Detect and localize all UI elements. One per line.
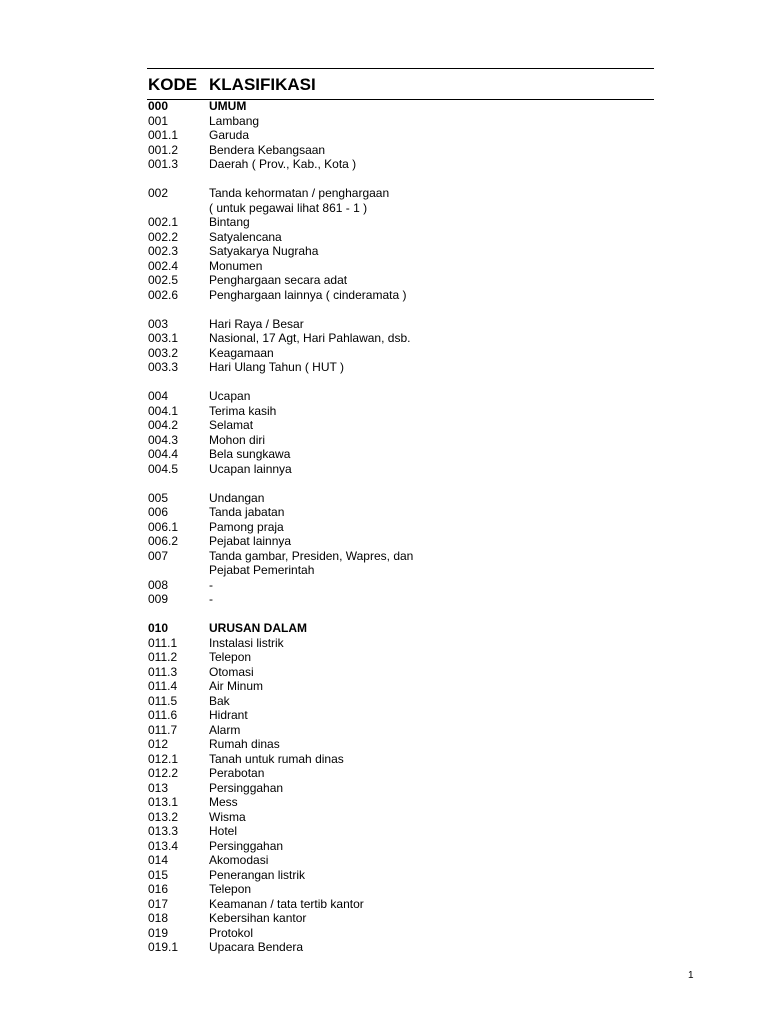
classification-row: [148, 128, 648, 143]
row-label: Persinggahan: [209, 838, 284, 853]
row-label: Mohon diri: [209, 432, 266, 447]
classification-row: [148, 636, 648, 651]
row-code: 003.3: [148, 360, 179, 374]
row-code: 002.5: [148, 273, 179, 287]
classification-row: [148, 549, 648, 564]
classification-row: [148, 737, 648, 752]
classification-table: [148, 99, 648, 955]
classification-row: [148, 244, 648, 259]
row-code: 002.2: [148, 229, 179, 244]
header-kode: KODE: [148, 75, 198, 94]
page-number: 1: [688, 970, 694, 981]
row-code: 018: [148, 911, 169, 925]
row-label: Rumah dinas: [209, 737, 280, 751]
row-label: UMUM: [209, 99, 247, 113]
classification-row: [148, 563, 648, 578]
row-label: Bela sungkawa: [209, 447, 291, 461]
row-code: 006.2: [148, 534, 179, 548]
classification-row: [148, 795, 648, 810]
row-code: 011.6: [148, 708, 178, 722]
row-label: Hari Ulang Tahun ( HUT ): [209, 360, 344, 374]
row-code: 016: [148, 882, 169, 896]
row-label: Otomasi: [209, 664, 254, 679]
row-code: 001: [148, 113, 169, 128]
classification-row: [148, 868, 648, 883]
row-spacer: [148, 476, 648, 491]
classification-row: [148, 578, 648, 593]
row-label: Penghargaan secara adat: [209, 273, 348, 287]
row-label: Selamat: [209, 418, 254, 432]
row-label: Hari Raya / Besar: [209, 316, 304, 331]
row-label: Keagamaan: [209, 345, 274, 360]
classification-row: [148, 708, 648, 723]
row-label: Undangan: [209, 490, 265, 505]
classification-row: [148, 592, 648, 607]
row-label: Daerah ( Prov., Kab., Kota ): [209, 157, 357, 171]
classification-row: [148, 505, 648, 520]
row-label: Bintang: [209, 215, 250, 229]
row-label: Satyakarya Nugraha: [209, 244, 319, 258]
row-code: 004.1: [148, 403, 179, 418]
classification-row: [148, 650, 648, 665]
row-code: 019.1: [148, 940, 179, 954]
classification-row: [148, 940, 648, 955]
row-label: URUSAN DALAM: [209, 621, 307, 635]
row-label: Tanda jabatan: [209, 505, 285, 519]
classification-row: [148, 404, 648, 419]
row-code: 011.7: [148, 722, 178, 737]
row-code: 013.3: [148, 824, 179, 838]
row-label: Telepon: [209, 882, 252, 896]
classification-row: [148, 157, 648, 172]
row-code: 003.2: [148, 345, 179, 360]
row-label: Akomodasi: [209, 853, 269, 867]
row-label: -: [209, 577, 213, 592]
row-label: Telepon: [209, 650, 252, 664]
section-heading-row: [148, 621, 648, 636]
row-code: [148, 563, 209, 578]
row-label: Protokol: [209, 925, 254, 940]
classification-row: [148, 679, 648, 694]
classification-row: [148, 186, 648, 201]
row-code: 008: [148, 577, 169, 592]
classification-row: [148, 781, 648, 796]
row-label: -: [209, 592, 213, 606]
row-code: 010: [148, 621, 169, 635]
header-klasifikasi: KLASIFIKASI: [209, 75, 316, 94]
classification-row: [148, 215, 648, 230]
row-label: Persinggahan: [209, 780, 284, 795]
row-code: 011.1: [148, 635, 178, 650]
classification-row: [148, 317, 648, 332]
classification-row: [148, 346, 648, 361]
row-code: 002.4: [148, 258, 179, 273]
row-label: Keamanan / tata tertib kantor: [209, 896, 364, 911]
row-code: 004.3: [148, 432, 179, 447]
row-code: 002.3: [148, 244, 179, 258]
row-label: Nasional, 17 Agt, Hari Pahlawan, dsb.: [209, 331, 411, 345]
row-code: 001.2: [148, 142, 179, 157]
classification-row: [148, 665, 648, 680]
classification-row: [148, 853, 648, 868]
row-label: Penghargaan lainnya ( cinderamata ): [209, 287, 407, 302]
row-label: Hotel: [209, 824, 238, 838]
row-label: Tanah untuk rumah dinas: [209, 751, 344, 766]
classification-row: [148, 360, 648, 375]
classification-row: [148, 389, 648, 404]
row-spacer: [148, 375, 648, 390]
row-label: Ucapan lainnya: [209, 461, 292, 476]
row-code: 004.5: [148, 461, 179, 476]
row-label: Tanda gambar, Presiden, Wapres, dan: [209, 548, 414, 563]
classification-row: [148, 723, 648, 738]
row-label: Alarm: [209, 722, 241, 737]
row-code: 013.4: [148, 838, 179, 853]
row-label: Instalasi listrik: [209, 635, 284, 650]
classification-row: [148, 114, 648, 129]
section-heading-row: [148, 99, 648, 114]
classification-row: [148, 882, 648, 897]
row-label: Perabotan: [209, 766, 265, 780]
classification-row: [148, 447, 648, 462]
row-label: Monumen: [209, 258, 263, 273]
classification-row: [148, 288, 648, 303]
row-label: Lambang: [209, 113, 260, 128]
row-spacer: [148, 302, 648, 317]
row-code: 000: [148, 99, 169, 113]
row-label: Air Minum: [209, 679, 264, 693]
row-code: 004.2: [148, 418, 179, 432]
row-code: 012: [148, 737, 169, 751]
row-code: 014: [148, 853, 169, 867]
row-code: 001.3: [148, 157, 179, 171]
row-code: 013: [148, 780, 169, 795]
row-code: 011.5: [148, 693, 178, 708]
classification-row: [148, 201, 648, 216]
row-label: Bendera Kebangsaan: [209, 142, 326, 157]
row-label: ( untuk pegawai lihat 861 - 1 ): [209, 200, 368, 215]
classification-row: [148, 331, 648, 346]
row-code: 017: [148, 896, 169, 911]
row-code: 007: [148, 548, 169, 563]
row-code: 002: [148, 186, 169, 200]
row-code: 003.1: [148, 331, 179, 345]
row-code: 019: [148, 925, 169, 940]
row-code: 004.4: [148, 447, 179, 461]
classification-row: [148, 694, 648, 709]
classification-row: [148, 766, 648, 781]
classification-row: [148, 534, 648, 549]
classification-row: [148, 824, 648, 839]
classification-row: [148, 810, 648, 825]
row-label: Kebersihan kantor: [209, 911, 307, 925]
row-label: Bak: [209, 693, 230, 708]
row-code: 006: [148, 505, 169, 519]
row-code: 002.6: [148, 287, 179, 302]
row-label: Tanda kehormatan / penghargaan: [209, 186, 390, 200]
classification-row: [148, 520, 648, 535]
classification-row: [148, 462, 648, 477]
row-code: 002.1: [148, 215, 179, 229]
row-code: 009: [148, 592, 169, 606]
classification-row: [148, 839, 648, 854]
row-label: Ucapan: [209, 389, 251, 403]
row-label: Pamong praja: [209, 519, 284, 534]
row-label: Terima kasih: [209, 403, 277, 418]
row-code: 013.1: [148, 795, 179, 809]
row-label: Pejabat lainnya: [209, 534, 292, 548]
top-rule: [147, 68, 654, 69]
row-spacer: [148, 172, 648, 187]
row-label: Garuda: [209, 128, 250, 142]
row-label: Satyalencana: [209, 229, 282, 244]
row-code: 001.1: [148, 128, 179, 142]
classification-row: [148, 230, 648, 245]
row-label: Pejabat Pemerintah: [209, 563, 315, 577]
classification-row: [148, 897, 648, 912]
row-label: Upacara Bendera: [209, 940, 304, 954]
classification-row: [148, 259, 648, 274]
row-code: [148, 201, 209, 216]
row-code: 005: [148, 490, 169, 505]
classification-row: [148, 433, 648, 448]
row-code: 015: [148, 867, 169, 882]
classification-row: [148, 143, 648, 158]
classification-row: [148, 491, 648, 506]
row-code: 006.1: [148, 519, 179, 534]
row-label: Wisma: [209, 809, 246, 824]
classification-row: [148, 752, 648, 767]
row-label: Hidrant: [209, 708, 248, 722]
classification-row: [148, 418, 648, 433]
classification-row: [148, 926, 648, 941]
row-code: 013.2: [148, 809, 179, 824]
row-code: 011.3: [148, 664, 178, 679]
row-spacer: [148, 607, 648, 622]
classification-row: [148, 911, 648, 926]
row-code: 003: [148, 316, 169, 331]
row-label: Mess: [209, 795, 238, 809]
row-code: 011.4: [148, 679, 178, 693]
row-label: Penerangan listrik: [209, 867, 306, 882]
row-code: 012.2: [148, 766, 179, 780]
row-code: 012.1: [148, 751, 179, 766]
row-code: 011.2: [148, 650, 178, 664]
row-code: 004: [148, 389, 169, 403]
classification-row: [148, 273, 648, 288]
